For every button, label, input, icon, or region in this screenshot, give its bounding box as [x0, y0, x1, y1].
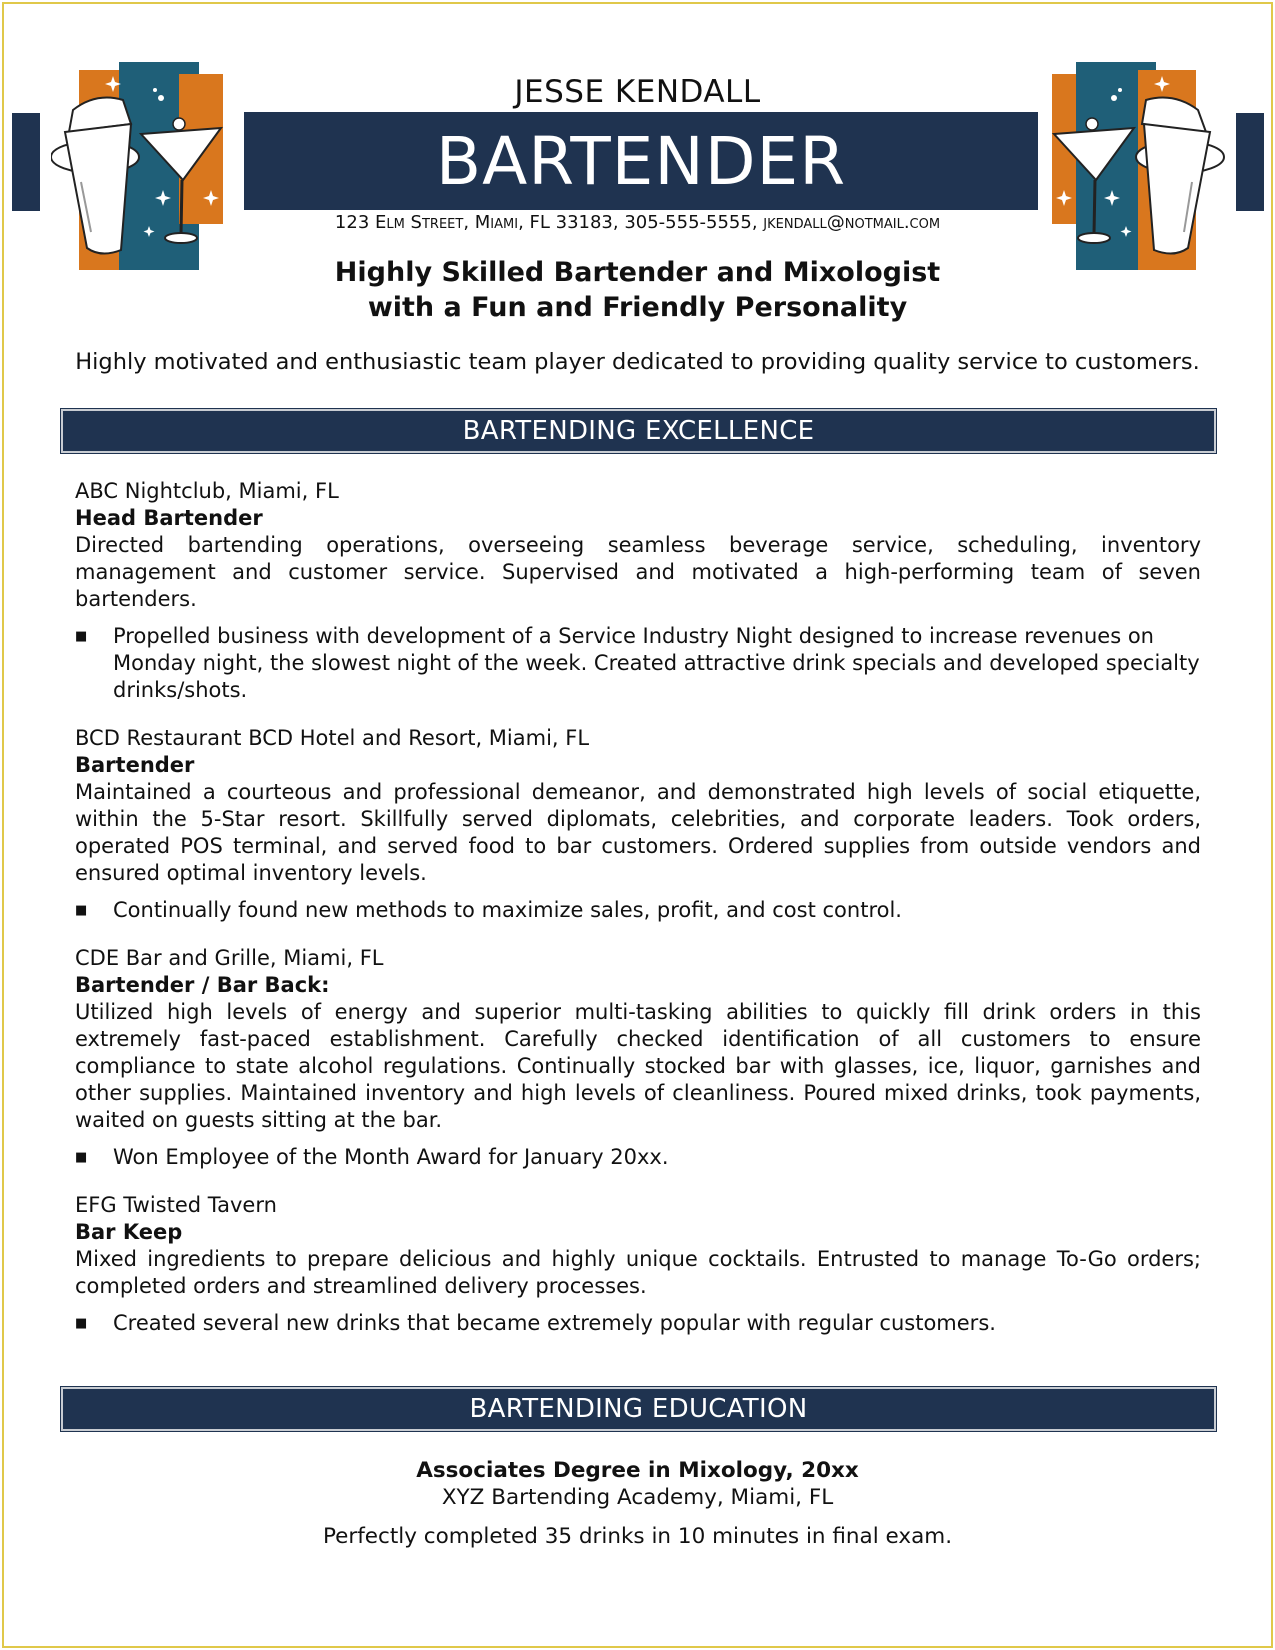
headline-line-1: Highly Skilled Bartender and Mixologist — [334, 257, 941, 288]
job-description: Directed bartending operations, overseeing seamless beverage service, scheduling, inventory management and customer service. Supervised and motivated a high-performing team of seven bartenders. — [75, 533, 1201, 611]
bullet-icon: ■ — [75, 1150, 88, 1165]
job-title-banner — [244, 112, 1038, 210]
section-title: BARTENDING EXCELLENCE — [462, 416, 815, 446]
job-title: BARTENDER — [435, 122, 847, 200]
achievement-bullet — [75, 897, 1201, 924]
summary-statement: Highly motivated and enthusiastic team player dedicated to providing quality service to customers. — [75, 349, 1200, 375]
job-entry — [75, 478, 1201, 704]
section-header-experience — [61, 409, 1216, 453]
education-entry — [0, 1457, 1275, 1550]
job-role: Head Bartender — [75, 506, 263, 530]
achievement-bullet — [75, 1310, 1201, 1337]
contact-info — [0, 212, 1275, 233]
achievement-bullet — [75, 1144, 1201, 1171]
employer: BCD Restaurant BCD Hotel and Resort, Miami, FL — [75, 726, 590, 750]
achievement-text: Won Employee of the Month Award for January 20xx. — [113, 1145, 669, 1169]
job-role: Bar Keep — [75, 1220, 183, 1244]
job-entry — [75, 725, 1201, 924]
left-accent-bar — [12, 113, 40, 211]
section-title: BARTENDING EDUCATION — [469, 1394, 808, 1424]
bullet-icon: ■ — [75, 1316, 88, 1331]
education-note: Perfectly completed 35 drinks in 10 minutes in final exam. — [322, 1524, 953, 1549]
job-entry — [75, 1192, 1201, 1337]
job-description: Utilized high levels of energy and superior multi-tasking abilities to quickly fill drink orders in this extremely fast-paced establishment. Carefully checked identification of all customers to ensure compliance to state alcohol regulations. Continually stocked bar with glasses, ice, liquor, garnishes and other supplies. Maintained inventory and high levels of cleanliness. Poured mixed drinks, took payments, waited on guests sitting at the bar. — [75, 1000, 1201, 1132]
experience-list — [75, 478, 1201, 1358]
degree: Associates Degree in Mixology, 20xx — [416, 1458, 859, 1483]
headline-line-2: with a Fun and Friendly Personality — [367, 292, 908, 323]
employer: ABC Nightclub, Miami, FL — [75, 479, 339, 503]
school: XYZ Bartending Academy, Miami, FL — [441, 1485, 834, 1510]
employer: CDE Bar and Grille, Miami, FL — [75, 946, 384, 970]
achievement-bullet — [75, 623, 1201, 704]
headline — [0, 255, 1275, 325]
contact-line: 123 Elm Street, Miami, FL 33183, 305-555-5555, jkendall@notmail.com — [334, 212, 941, 233]
job-role: Bartender / Bar Back: — [75, 973, 330, 997]
right-accent-bar — [1236, 113, 1264, 211]
achievement-text: Continually found new methods to maximize sales, profit, and cost control. — [113, 898, 902, 922]
job-description: Mixed ingredients to prepare delicious and highly unique cocktails. Entrusted to manage To-Go orders; completed orders and streamlined delivery processes. — [75, 1247, 1201, 1298]
candidate-name: JESSE KENDALL — [514, 74, 761, 110]
achievement-text: Created several new drinks that became extremely popular with regular customers. — [113, 1311, 996, 1335]
achievement-text: Propelled business with development of a Service Industry Night designed to increase revenues on Monday night, the slowest night of the week. Created attractive drink specials and developed specialty drinks/shots. — [113, 624, 1200, 702]
job-role: Bartender — [75, 753, 195, 777]
job-description: Maintained a courteous and professional demeanor, and demonstrated high levels of social etiquette, within the 5-Star resort. Skillfully served diplomats, celebrities, and corporate leaders. Took orders, operated POS terminal, and served food to bar customers. Ordered supplies from outside vendors and ensured optimal inventory levels. — [75, 780, 1201, 885]
section-header-education — [61, 1387, 1216, 1431]
bullet-icon: ■ — [75, 903, 88, 918]
bullet-icon: ■ — [75, 629, 88, 644]
job-entry — [75, 945, 1201, 1171]
employer: EFG Twisted Tavern — [75, 1193, 277, 1217]
